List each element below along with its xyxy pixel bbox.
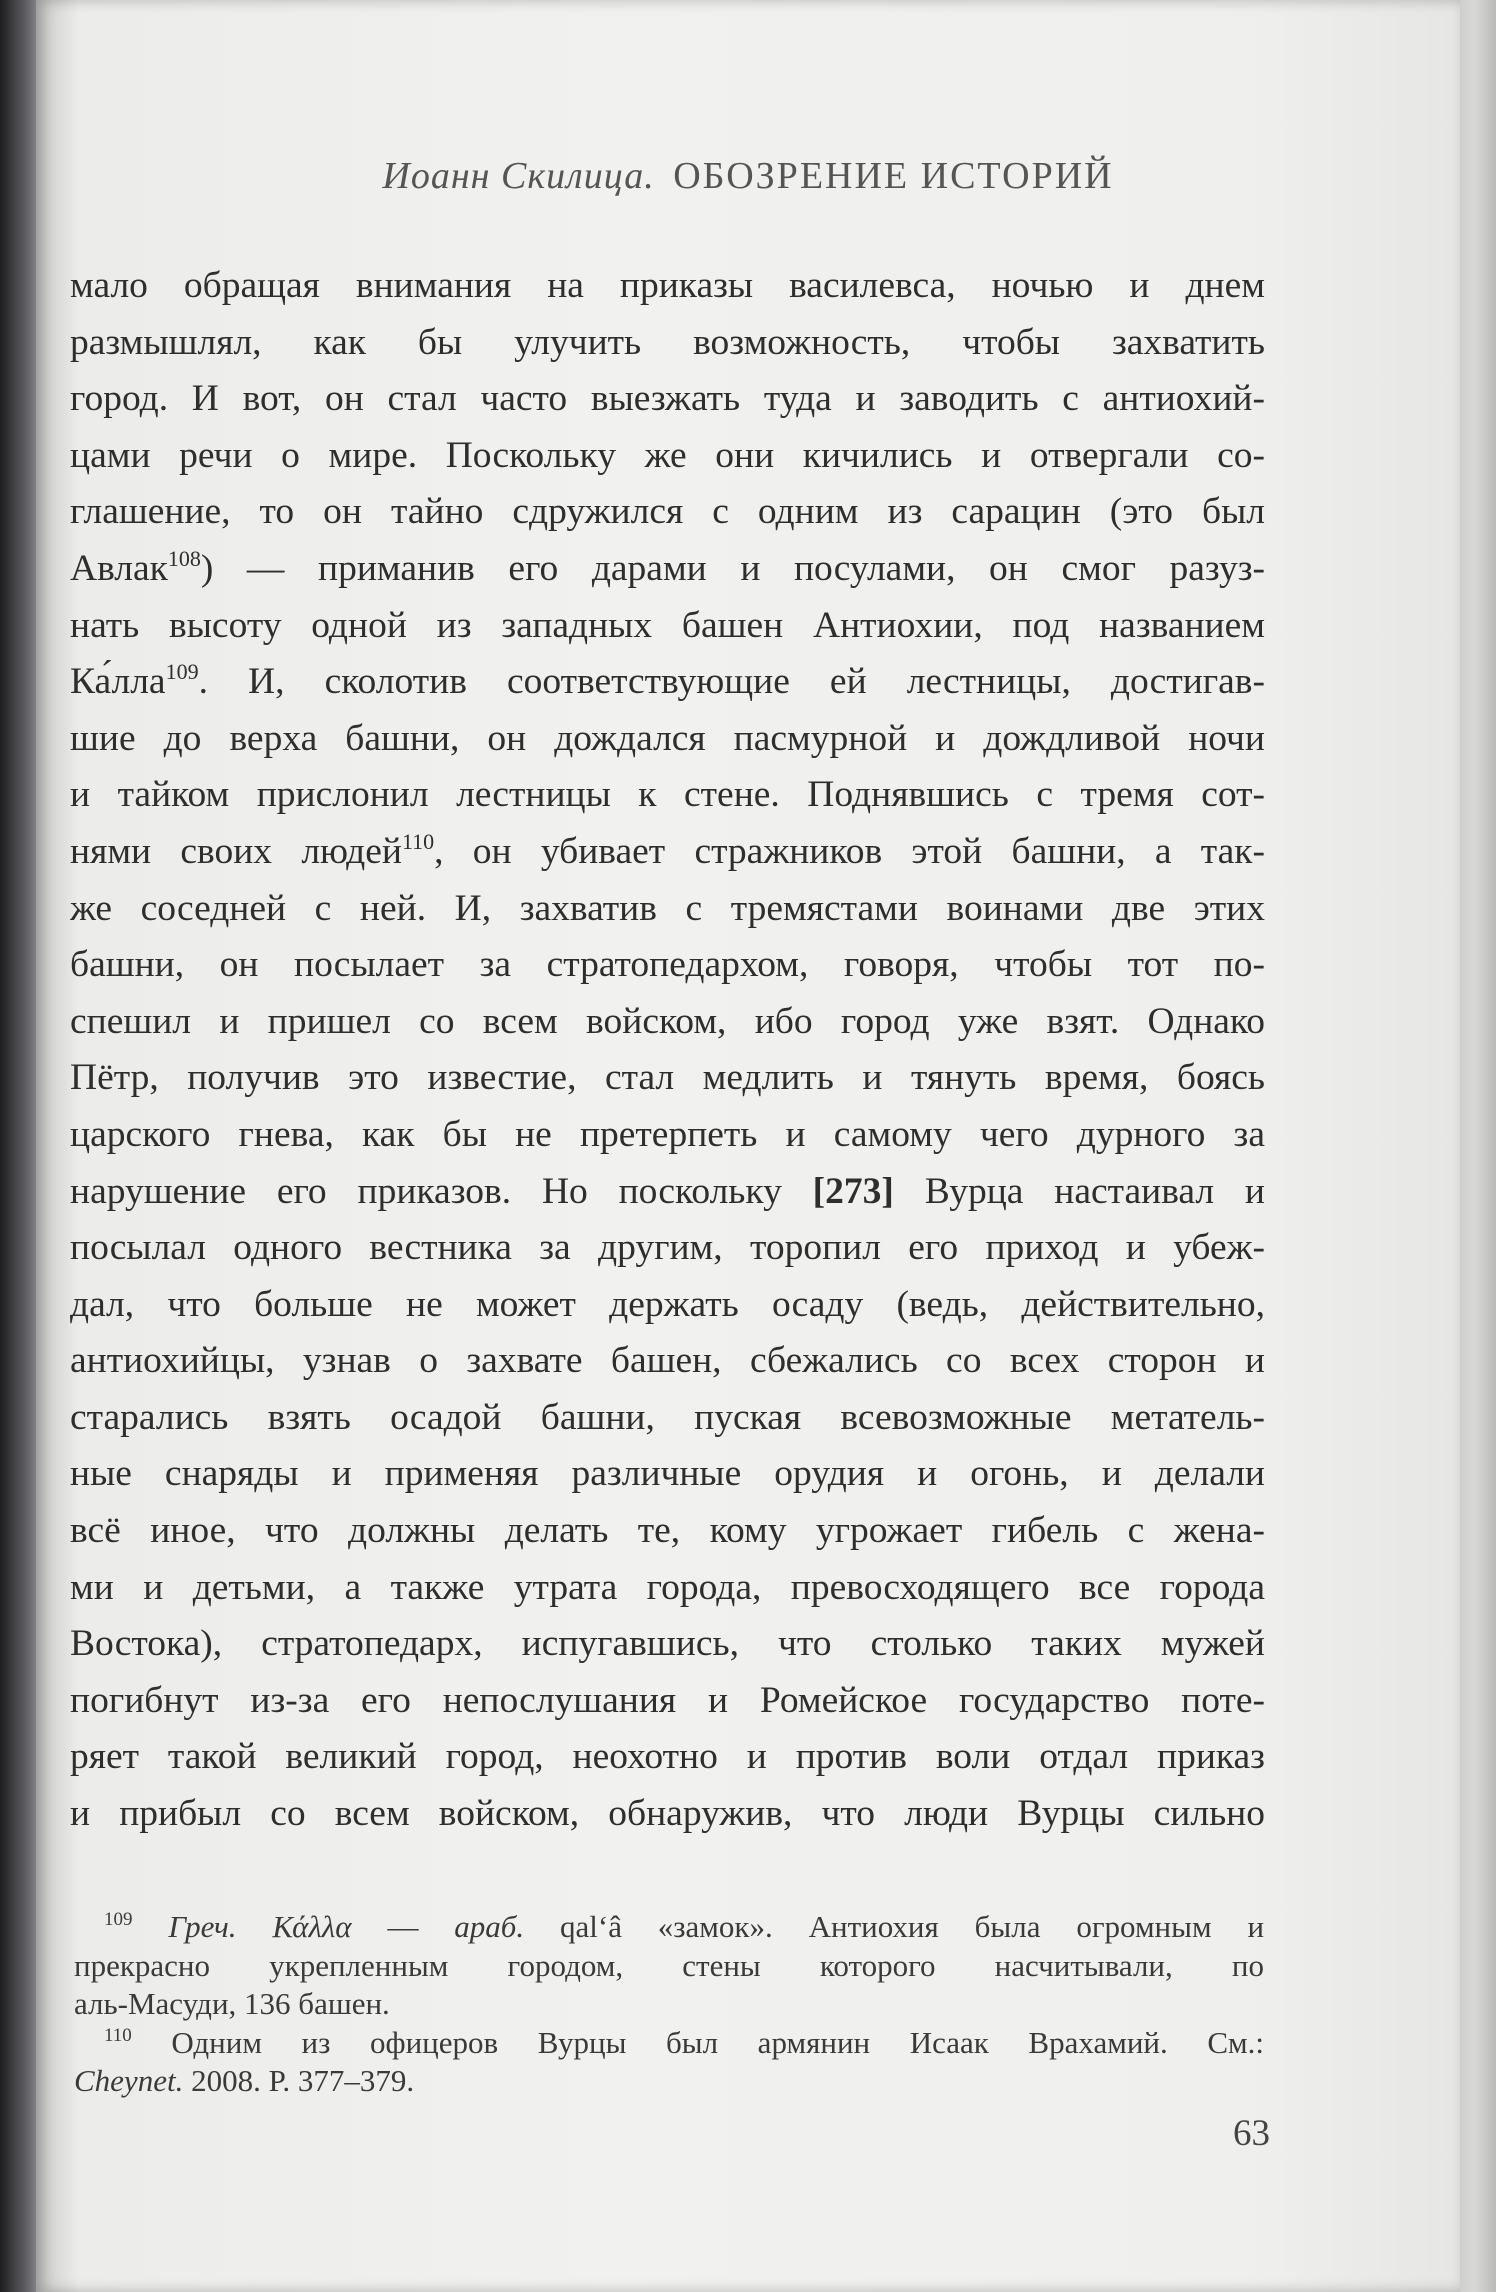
- text-line: глашение, то он тайно сдружился с одним из сарацин (это был: [70, 491, 1265, 533]
- footnote-number: 109: [104, 1909, 133, 1930]
- running-head-title: ОБОЗРЕНИЕ ИСТОРИЙ: [673, 155, 1114, 197]
- text-span: араб.: [454, 1909, 525, 1944]
- text-line: дал, что больше не может держать осаду (ведь, действительно,: [70, 1283, 1265, 1325]
- text-span: , он убивает стражников этой башни, а так-: [434, 830, 1265, 872]
- text-line: и прибыл со всем войском, обнаружив, что люди Вурцы сильно: [70, 1793, 1265, 1835]
- text-line: Пётр, получив это известие, стал медлить и тянуть время, боясь: [70, 1057, 1265, 1099]
- text-span: нарушение его приказов. Но поскольку: [70, 1170, 813, 1212]
- footnote-109-line: [104, 1908, 1264, 1947]
- text-span: Одним из офицеров Вурцы был армянин Исаак Врахамий. См.:: [171, 2024, 1264, 2060]
- text-line: шие до верха башни, он дождался пасмурной и дождливой ночи: [70, 717, 1265, 759]
- text-line: размышлял, как бы улучить возможность, чтобы захватить: [70, 321, 1265, 363]
- text-span: Ка́лла: [70, 661, 166, 703]
- text-line: нать высоту одной из западных башен Антиохии, под названием: [70, 604, 1265, 646]
- greek-word: Κάλλα: [272, 1909, 352, 1944]
- text-line: ряет такой великий город, неохотно и против воли отдал приказ: [70, 1736, 1265, 1778]
- text-line: [70, 1164, 1265, 1221]
- text-line: царского гнева, как бы не претерпеть и самому чего дурного за: [70, 1113, 1265, 1155]
- footnote-ref: 110: [401, 828, 435, 854]
- footnote-110-line: [104, 2024, 1264, 2063]
- text-line: мало обращая внимания на приказы василевса, ночью и днем: [70, 265, 1265, 306]
- text-line: башни, он посылает за стратопедархом, говоря, чтобы тот по-: [70, 944, 1265, 986]
- text-span: qal‘â «замок». Антиохия была огромным и: [560, 1909, 1264, 1944]
- footnote-ref: 109: [165, 659, 199, 685]
- text-line: погибнут из-за его непослушания и Ромейское государство поте-: [70, 1679, 1265, 1721]
- text-line: [70, 654, 1265, 711]
- text-line: [70, 541, 1265, 598]
- text-span: —: [387, 1909, 419, 1944]
- text-line: цами речи о мире. Поскольку же они кичились и отвергали со-: [70, 434, 1265, 476]
- footnote-ref: 108: [167, 545, 201, 571]
- text-line: [70, 824, 1265, 881]
- main-text: [70, 258, 1265, 1843]
- running-head: [36, 154, 1460, 198]
- text-line: спешил и пришел со всем войском, ибо город уже взят. Однако: [70, 1000, 1265, 1042]
- book-binding: [0, 0, 40, 2292]
- footnote-109-line: прекрасно укрепленным городом, стены которого насчитывали, по: [74, 1947, 1264, 1983]
- running-head-author: Иоанн Скилица.: [382, 155, 655, 197]
- text-line: посылал одного вестника за другим, торопил его приход и убеж-: [70, 1227, 1265, 1269]
- page-edge: [1460, 0, 1496, 2292]
- text-span: 2008. P. 377–379.: [191, 2063, 415, 2098]
- text-line: же соседней с ней. И, захватив с тремястами воинами две этих: [70, 887, 1265, 929]
- text-line: и тайком прислонил лестницы к стене. Поднявшись с тремя сот-: [70, 774, 1265, 816]
- text-line: ные снаряды и применяя различные орудия и огонь, и делали: [70, 1453, 1265, 1495]
- page-number: 63: [1233, 2113, 1270, 2154]
- text-line: всё иное, что должны делать те, кому угрожает гибель с жена-: [70, 1510, 1265, 1552]
- text-line: старались взять осадой башни, пуская всевозможные метатель-: [70, 1396, 1265, 1438]
- text-span: Авлак: [70, 547, 168, 589]
- text-line: антиохийцы, узнав о захвате башен, сбежались со всех сторон и: [70, 1340, 1265, 1382]
- text-span: нями своих людей: [70, 830, 402, 872]
- text-span: Вурца настаивал и: [893, 1170, 1265, 1212]
- footnote-110-line: [74, 2062, 1264, 2101]
- footnotes: [74, 1908, 1264, 2101]
- footnote-109-line: аль-Масуди, 136 башен.: [74, 1986, 390, 2021]
- text-line: Востока), стратопедарх, испугавшись, что столько таких мужей: [70, 1623, 1265, 1665]
- footnote-number: 110: [104, 2024, 132, 2046]
- text-line: город. И вот, он стал часто выезжать туда и заводить с антиохий-: [70, 378, 1265, 420]
- text-line: ми и детьми, а также утрата города, превосходящего все города: [70, 1566, 1265, 1608]
- text-span: . И, сколотив соответствующие ей лестницы, достигав-: [198, 661, 1265, 703]
- original-page-ref: [273]: [812, 1170, 894, 1212]
- citation-author: Cheynet.: [74, 2063, 184, 2098]
- text-span: ) — приманив его дарами и посулами, он смог разуз-: [200, 547, 1265, 589]
- text-span: Греч.: [168, 1909, 237, 1944]
